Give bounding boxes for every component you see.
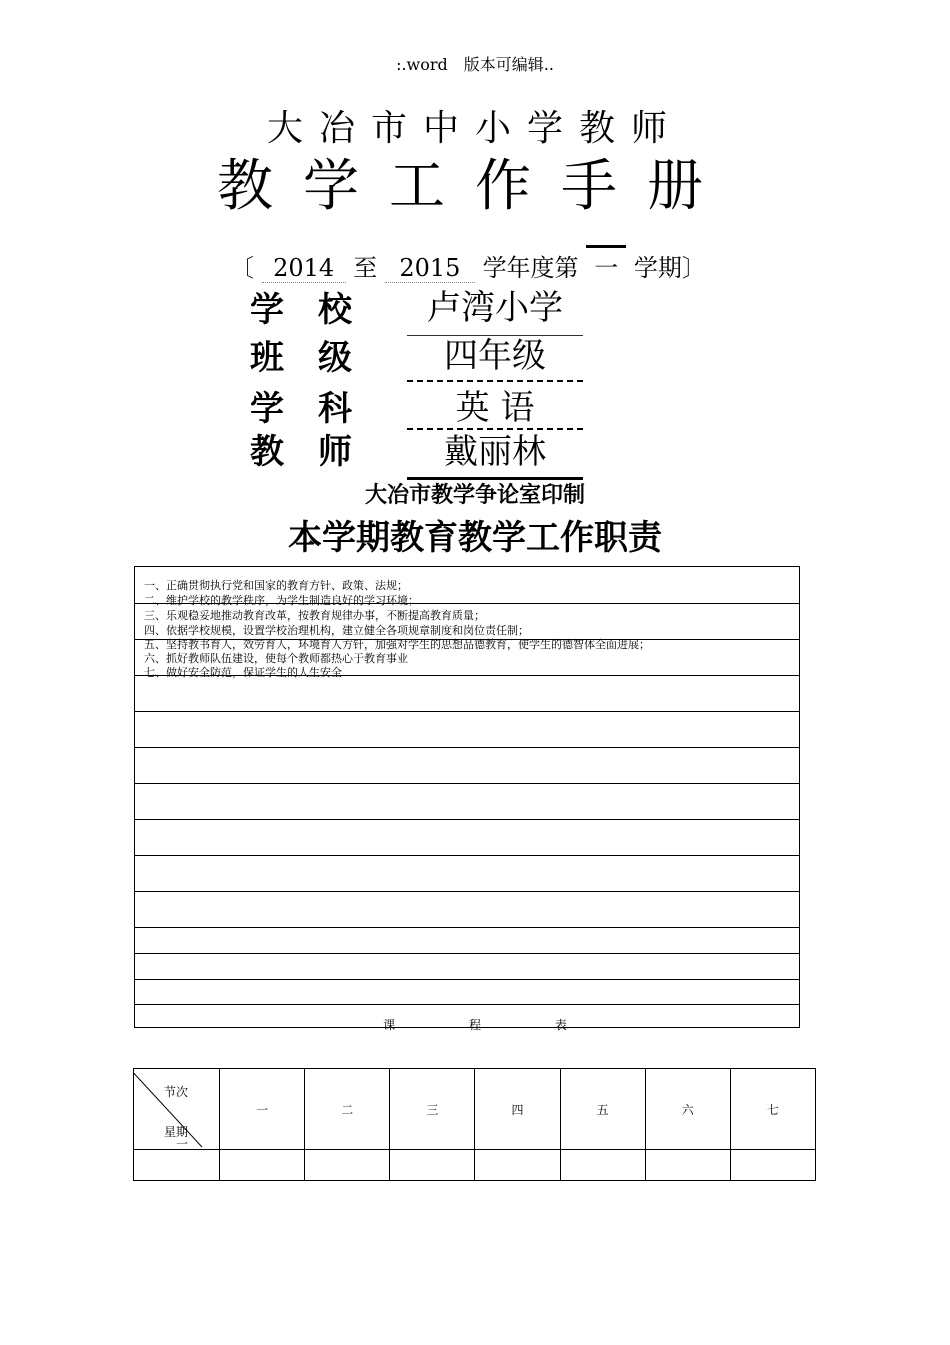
schedule-cell[interactable]	[305, 1150, 390, 1181]
schedule-cell[interactable]	[220, 1150, 305, 1181]
ruled-line	[135, 891, 799, 892]
schedule-cell[interactable]	[730, 1150, 815, 1181]
title-line-2: 教学工作手册	[217, 154, 733, 219]
corner-label-period: 节次	[164, 1085, 189, 1099]
corner-label-weekday: 星期	[164, 1125, 189, 1139]
term-word: 学期〕	[633, 254, 706, 282]
period-header: 一	[220, 1069, 305, 1150]
duty-item: 三、乐观稳妥地推动教育改革，按教育规律办事，不断提高教育质量；	[144, 609, 485, 622]
schedule-cell[interactable]	[390, 1150, 475, 1181]
schedule-header-row	[134, 1069, 816, 1150]
ruled-line	[135, 747, 799, 748]
period-header: 五	[560, 1069, 645, 1150]
duty-item: 七、做好安全防范，保证学生的人生安全	[144, 666, 342, 679]
period-header: 三	[390, 1069, 475, 1150]
value-subject: 英 语	[455, 388, 535, 428]
label-subject: 学科	[250, 389, 386, 429]
period-header: 二	[305, 1069, 390, 1150]
ruled-line	[135, 819, 799, 820]
duty-item: 四、依据学校规模，设置学校治理机构，建立健全各项规章制度和岗位责任制；	[144, 624, 529, 637]
value-school: 卢湾小学	[427, 288, 563, 328]
duty-item: 一、正确贯彻执行党和国家的教育方针、政策、法规；	[144, 579, 408, 592]
schedule-cell[interactable]	[475, 1150, 560, 1181]
duty-item: 二、维护学校的教学秩序，为学生制造良好的学习环境；	[144, 594, 419, 607]
duty-item: 五、坚持教书育人，效劳育人，环境育人方针，加强对学生的思想品德教育，使学生的德智体全面进展；	[144, 638, 650, 651]
period-header: 七	[730, 1069, 815, 1150]
duty-item: 六、抓好教师队伍建设，使每个教师都热心于教育事业	[144, 652, 408, 665]
ruled-line	[135, 953, 799, 954]
ruled-line	[135, 1004, 799, 1005]
period-header: 六	[645, 1069, 730, 1150]
title-line-1: 大冶市中小学教师	[266, 108, 683, 149]
year-open-bracket: 〔	[230, 254, 254, 282]
schedule-row	[134, 1150, 816, 1181]
ruled-line	[135, 927, 799, 928]
ruled-line	[135, 711, 799, 712]
page-header: :.word 版本可编辑..	[396, 55, 554, 74]
label-teacher: 教师	[250, 432, 386, 472]
value-class: 四年级	[444, 336, 546, 376]
school-year-line	[230, 245, 706, 283]
year-to: 2015	[385, 254, 475, 283]
period-header: 四	[475, 1069, 560, 1150]
schedule-table	[133, 1068, 816, 1181]
schedule-title: 课 程 表	[383, 1018, 567, 1032]
ruled-line	[135, 979, 799, 980]
year-to-word: 至	[353, 254, 378, 282]
term-number: 一	[586, 245, 626, 283]
ruled-line	[135, 783, 799, 784]
value-teacher: 戴丽林	[444, 432, 546, 472]
corner-extra: 一	[176, 1137, 189, 1149]
section-title: 本学期教育教学工作职责	[288, 518, 662, 558]
ruled-line	[135, 855, 799, 856]
label-school: 学校	[250, 290, 386, 330]
schedule-corner-cell	[134, 1069, 220, 1150]
duties-box	[134, 566, 800, 1028]
schedule-cell[interactable]	[560, 1150, 645, 1181]
year-word: 学年度第	[482, 254, 579, 282]
printer-line: 大冶市教学争论室印制	[364, 483, 585, 508]
year-from: 2014	[262, 254, 346, 283]
label-class: 班级	[250, 338, 386, 378]
schedule-cell[interactable]	[134, 1150, 220, 1181]
schedule-cell[interactable]	[645, 1150, 730, 1181]
